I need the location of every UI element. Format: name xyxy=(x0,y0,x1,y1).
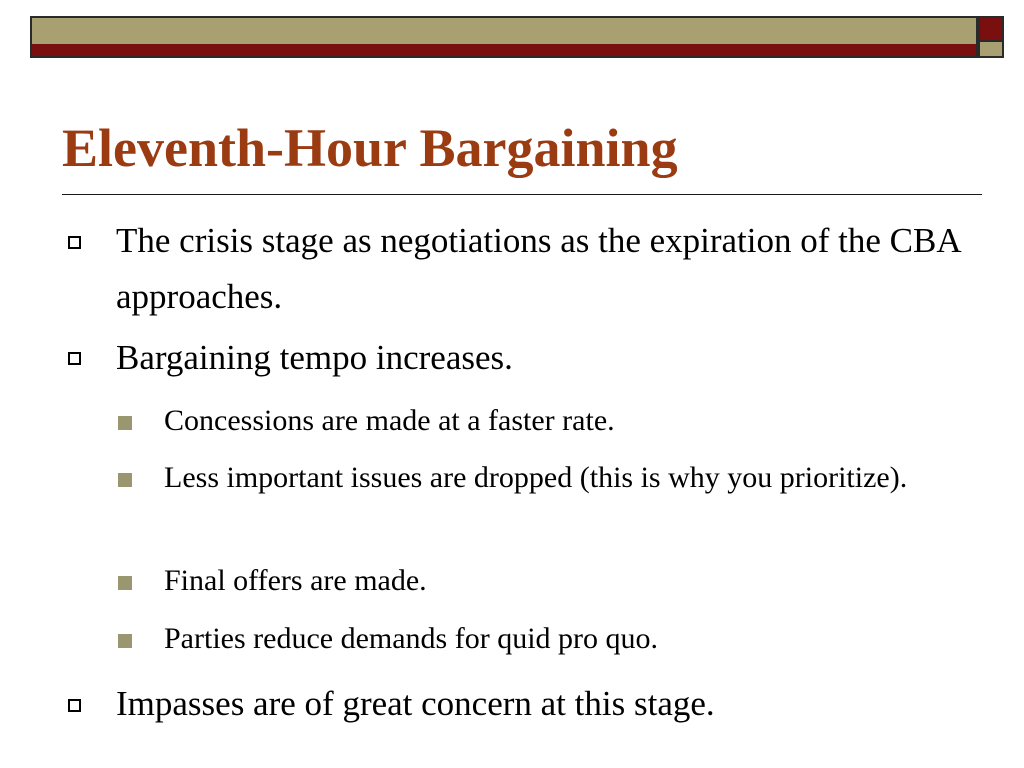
hollow-square-icon xyxy=(68,352,81,365)
slide-title: Eleventh-Hour Bargaining xyxy=(62,118,678,178)
bullet-level2: Parties reduce demands for quid pro quo. xyxy=(164,622,659,655)
filled-square-icon xyxy=(118,576,132,590)
bullet-level2: Concessions are made at a faster rate. xyxy=(164,404,615,437)
bullet-level1: Bargaining tempo increases. xyxy=(116,338,513,377)
filled-square-icon xyxy=(118,416,132,430)
bullet-level1: The crisis stage as negotiations as the expiration of the CBA approaches. xyxy=(116,221,960,316)
bullet-level2: Less important issues are dropped (this is why you prioritize). xyxy=(164,461,908,494)
bullet-level1: Impasses are of great concern at this stage. xyxy=(116,684,715,723)
hollow-square-icon xyxy=(68,236,81,249)
hollow-square-icon xyxy=(68,699,81,712)
bullet-level2: Final offers are made. xyxy=(164,564,427,597)
filled-square-icon xyxy=(118,473,132,487)
filled-square-icon xyxy=(118,634,132,648)
